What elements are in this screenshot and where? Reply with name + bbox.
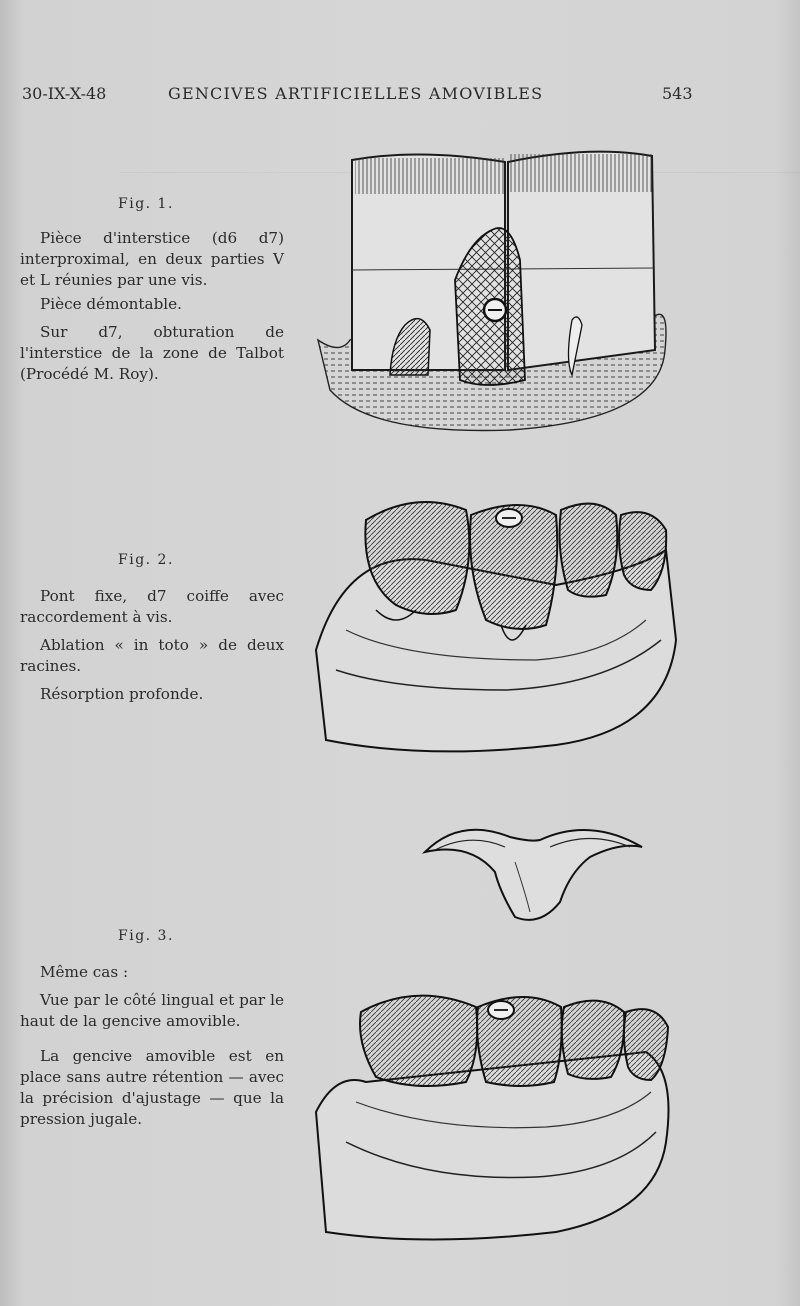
fig1-para-2: Pièce démontable. [40,295,182,313]
fig3-para-3: La gencive amovible est en place sans autre rétention — avec la précision d'ajustage — que la pression jugale. [20,1047,284,1128]
fig3-label: Fig. 3. [118,928,174,944]
running-header [0,84,800,108]
fig3-bottom-illustration [306,982,681,1250]
fig2-illustration [306,490,686,760]
fig3-para-1: Même cas : [40,963,129,981]
fig1-illustration [310,140,680,450]
fig3-top-illustration [420,812,650,932]
header-date: 30-IX-X-48 [22,84,107,103]
fig1-para-1: Pièce d'interstice (d6 d7) interproximal, en deux parties V et L réunies par une vis. [20,229,284,289]
fig1-label: Fig. 1. [118,196,174,212]
fig2-caption [20,586,284,712]
fig3-para-2: Vue par le côté lingual et par le haut de la gencive amovible. [20,991,284,1030]
fig2-label: Fig. 2. [118,552,174,568]
page-number: 543 [662,84,693,103]
header-title: GENCIVES ARTIFICIELLES AMOVIBLES [168,84,544,103]
fig2-para-1: Pont fixe, d7 coiffe avec raccordement à vis. [20,587,284,626]
fig2-para-2: Ablation « in toto » de deux racines. [20,636,284,675]
fig1-para-3: Sur d7, obturation de l'interstice de la zone de Talbot (Procédé M. Roy). [20,323,284,383]
fig2-para-3: Résorption profonde. [40,685,204,703]
fig3-caption [20,962,284,1137]
fig1-caption [20,228,284,392]
